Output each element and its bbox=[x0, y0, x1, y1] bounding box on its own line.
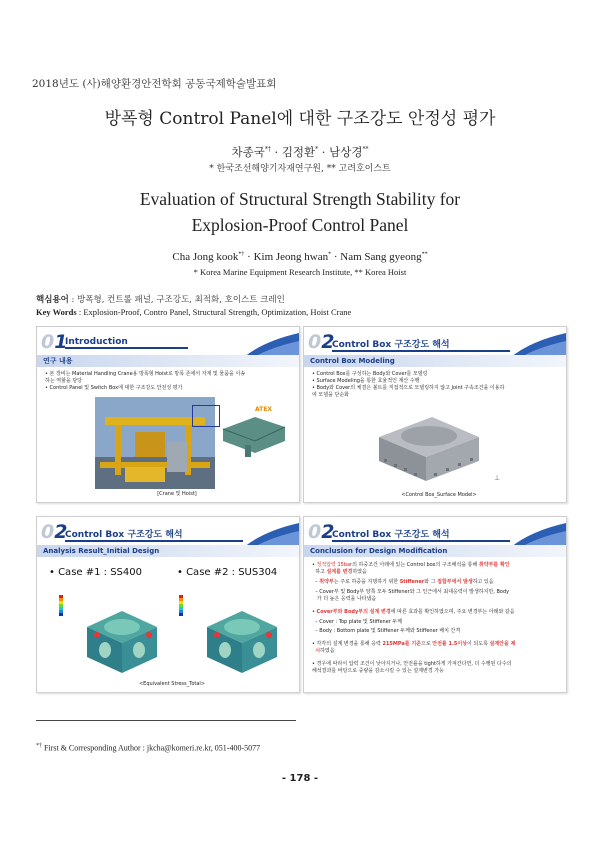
conclusion-text: • 정적압력 15bar의 하중조건 아래에 있는 Control box의 구조해석을 통해 취약부를 확인 하고 설계를 변경하였음 – 취약부는 주로 하중을 지탱하기 위한 Stiffener와 그 접합부에서 발생하고 있음 – Cover부 및 Body부 양쪽 모두 Stiffener와 그 인근에서 최대응력이 발생하지만, Body 가 더 높은 응력을 나타냈음 • Cover부와 Body부의 설계 변경에 따른 효과를 확인하였으며, 주요 변경부는 아래와 같음 – Cover : Top plate 및 Stiffener 두께 – Body : Bottom plate 및 Stiffener 두께와 Stiffener 배치 간격 • 각각의 설계 변경을 통해 응력 215MPa를 기준으로 안전률 1.5이상이 되도록 설계안을 제 시하였음 • 경우에 따라서 압력 조건이 낮아지거나, 안전률을 tight하게 가져간다면, 더 수행된 다수의 해석결과를 바탕으로 중량을 감소시킬 수 있는 설계변경 가능 bbox=[312, 562, 516, 674]
slide-subheading: Analysis Result_Initial Design bbox=[37, 545, 299, 557]
slide-analysis-result: 02 Control Box 구조강도 해석 Analysis Result_Initial Design • Case #1 : SS400 • Case #2 : SUS304 <Equivalent Stress_Total> bbox=[36, 516, 300, 693]
figure-caption: <Control Box_Surface Model> bbox=[401, 492, 477, 498]
stress-contour-case2 bbox=[177, 587, 287, 677]
slide-title: Control Box 구조강도 해석 bbox=[65, 527, 243, 542]
wave-graphic bbox=[244, 331, 299, 357]
slide-introduction: 01 Introduction 연구 내용 • 본 장비는 Material Handling Crane용 방폭형 Hoist로 방폭 존에서 자재 및 물품을 이송 하는 역할을 담당 • Control Panel 및 Switch Box에 대한 구조강도 안전성 평가 ATEX [Crane 및 Hoist] bbox=[36, 326, 300, 503]
slide-bullets: • 본 장비는 Material Handling Crane용 방폭형 Hoist로 방폭 존에서 자재 및 물품을 이송 하는 역할을 담당 • Control Panel 및 Switch Box에 대한 구조강도 안전성 평가 bbox=[45, 371, 246, 391]
slide-title: Introduction bbox=[65, 337, 188, 349]
slide-title: Control Box 구조강도 해석 bbox=[332, 337, 510, 352]
conference-header: 2018년도 (사)해양환경안전학회 공동국제학술발표회 bbox=[32, 78, 277, 90]
footnote: *† First & Corresponding Author : jkcha@komeri.re.kr, 051-400-5077 bbox=[36, 743, 261, 753]
highlight-box bbox=[192, 405, 220, 427]
control-box-model bbox=[374, 409, 484, 489]
page-number: - 178 - bbox=[281, 773, 319, 784]
atex-label: ATEX bbox=[255, 406, 272, 413]
korean-authors: 차종국*† · 김정환* · 남상경** bbox=[231, 145, 369, 159]
korean-affiliation: * 한국조선해양기자재연구원, ** 고려호이스트 bbox=[209, 164, 391, 174]
case-2-label: • Case #2 : SUS304 bbox=[177, 567, 278, 578]
wave-graphic bbox=[244, 521, 299, 547]
keywords-english: Key Words : Explosion-Proof, Contro Panel, Structural Strength, Optimization, Hoist Crane bbox=[36, 307, 352, 317]
wave-graphic bbox=[511, 331, 566, 357]
footnote-divider bbox=[36, 720, 296, 721]
slide-subheading: Control Box Modeling bbox=[304, 355, 566, 367]
axis-triad-icon: ⊥ bbox=[494, 474, 501, 482]
english-authors: Cha Jong kook*† · Kim Jeong hwan* · Nam Sang gyeong** bbox=[172, 251, 428, 263]
figure-caption: [Crane 및 Hoist] bbox=[157, 491, 197, 497]
slide-bullets: • Control Box를 구성하는 Body와 Cover를 모델링 • Surface Modeling을 통한 효율적인 계산 수행 • Body와 Cover의 체결은 볼트를 직접적으로 모델링하지 않고 Joint 구속조건을 이용하 여 모델을 단순화 bbox=[312, 371, 505, 398]
korean-title: 방폭형 Control Panel에 대한 구조강도 안정성 평가 bbox=[104, 109, 496, 129]
english-affiliation: * Korea Marine Equipment Research Institute, ** Korea Hoist bbox=[193, 267, 407, 277]
hoist-model bbox=[215, 407, 293, 459]
slide-subheading: Conclusion for Design Modification bbox=[304, 545, 566, 557]
figure-caption: <Equivalent Stress_Total> bbox=[138, 681, 206, 687]
case-1-label: • Case #1 : SS400 bbox=[49, 567, 142, 578]
slide-conclusion: 02 Control Box 구조강도 해석 Conclusion for Design Modification • 정적압력 15bar의 하중조건 아래에 있는 Control box의 구조해석을 통해 취약부를 확인 하고 설계를 변경하였음 – 취약부는 주로 하중을 지탱하기 위한 Stiffener와 그 접합부에서 발생하고 있음 – Cover부 및 Body부 양쪽 모두 Stiffener와 그 인근에서 최대응력이 발생하지만, Body 가 더 높은 응력을 나타냈음 • Cover부와 Body부의 설계 변경에 따른 효과를 확인하였으며, 주요 변경부는 아래와 같음 – Cover : Top plate 및 Stiffener 두께 – Body : Bottom plate 및 Stiffener 두께와 Stiffener 배치 간격 • 각각의 설계 변경을 통해 응력 215MPa를 기준으로 안전률 1.5이상이 되도록 설계안을 제 시하였음 • 경우에 따라서 압력 조건이 낮아지거나, 안전률을 tight하게 가져간다면, 더 수행된 다수의 해석결과를 바탕으로 중량을 감소시킬 수 있는 설계변경 가능 bbox=[303, 516, 567, 693]
stress-contour-case1 bbox=[57, 587, 167, 677]
english-title: Evaluation of Structural Strength Stability for Explosion-Proof Control Panel bbox=[139, 189, 461, 235]
slide-control-box-modeling: 02 Control Box 구조강도 해석 Control Box Modeling • Control Box를 구성하는 Body와 Cover를 모델링 • Surface Modeling을 통한 효율적인 계산 수행 • Body와 Cover의 체결은 볼트를 직접적으로 모델링하지 않고 Joint 구속조건을 이용하 여 모델을 단순화 ⊥ <Control Box_Surface Model> bbox=[303, 326, 567, 503]
wave-graphic bbox=[511, 521, 566, 547]
keywords-korean: 핵심용어 : 방폭형, 컨트롤 패널, 구조강도, 최적화, 호이스트 크레인 bbox=[36, 295, 285, 305]
slide-title: Control Box 구조강도 해석 bbox=[332, 527, 510, 542]
slide-subheading: 연구 내용 bbox=[37, 355, 299, 367]
